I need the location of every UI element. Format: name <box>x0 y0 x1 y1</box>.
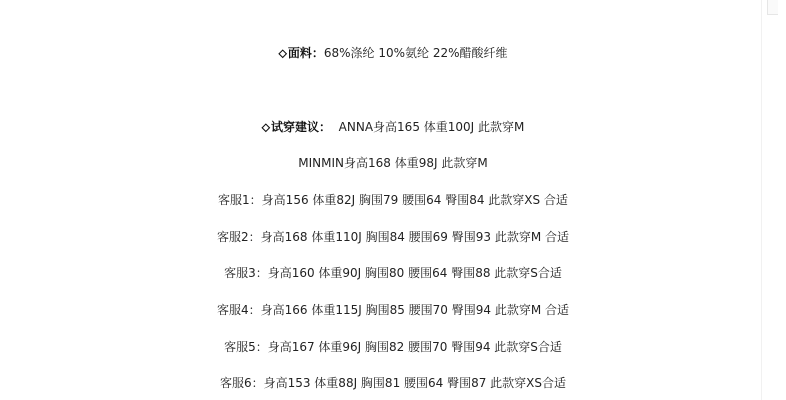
try-on-label: 试穿建议： <box>271 120 332 134</box>
try-on-line-service-2: 客服2：身高168 体重110J 胸围84 腰围69 臀围93 此款穿M 合适 <box>216 230 570 244</box>
corner-tab <box>767 0 778 15</box>
try-on-line-service-1: 客服1：身高156 体重82J 胸围79 腰围64 臀围84 此款穿XS 合适 <box>218 193 568 207</box>
try-on-line-service-4: 客服4：身高166 体重115J 胸围85 腰围70 臀围94 此款穿M 合适 <box>216 303 570 317</box>
try-on-line-service-3: 客服3：身高160 体重90J 胸围80 腰围64 臀围88 此款穿S合适 <box>224 266 562 280</box>
try-on-line-minmin: MINMIN身高168 体重98J 此款穿M <box>298 156 488 170</box>
try-on-line-service-6: 客服6：身高153 体重88J 胸围81 腰围64 臀围87 此款穿XS合适 <box>219 376 567 390</box>
diamond-bullet-icon: ⬦ <box>261 120 271 134</box>
fabric-value: 68%涤纶 10%氨纶 22%醋酸纤维 <box>323 46 508 60</box>
fabric-line <box>0 45 786 61</box>
try-on-first-model: ANNA身高165 体重100J 此款穿M <box>338 120 525 134</box>
try-on-line-service-5: 客服5：身高167 体重96J 胸围82 腰围70 臀围94 此款穿S合适 <box>224 340 562 354</box>
diamond-bullet-icon: ⬦ <box>278 46 287 60</box>
fabric-label: 面料： <box>287 46 324 60</box>
try-on-heading-line <box>0 119 786 135</box>
